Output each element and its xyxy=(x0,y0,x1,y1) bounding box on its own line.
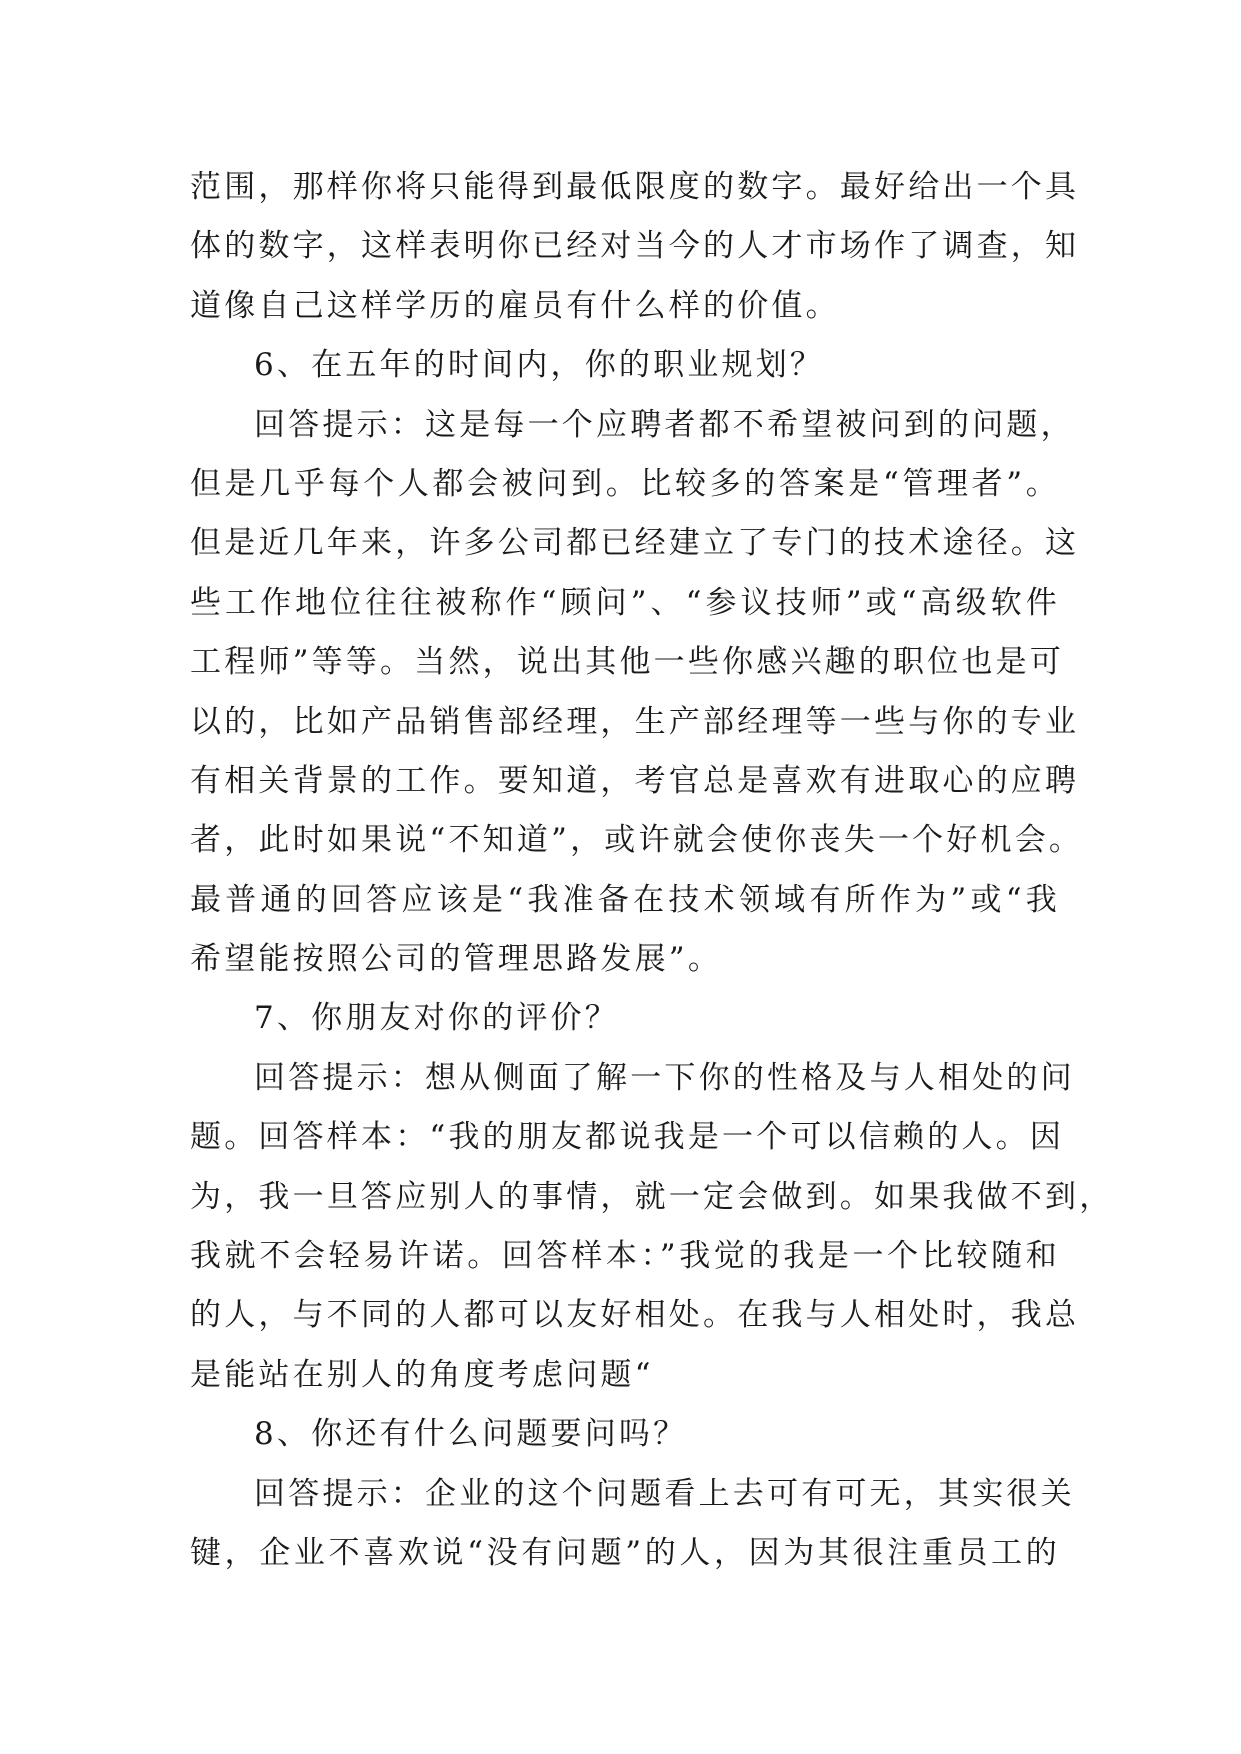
text-line: 范围，那样你将只能得到最低限度的数字。最好给出一个具 xyxy=(190,169,1080,205)
text-line: 以的，比如产品销售部经理，生产部经理等一些与你的专业 xyxy=(190,703,1080,740)
text-line: 我就不会轻易许诺。回答样本：”我觉的我是一个比较随和 xyxy=(190,1238,1060,1275)
text-line: 者，此时如果说“不知道”，或许就会使你丧失一个好机会。 xyxy=(190,822,1084,859)
text-line: 回答提示：这是每一个应聘者都不希望被问到的问题， xyxy=(254,406,1075,443)
text-line: 希望能按照公司的管理思路发展”。 xyxy=(190,941,723,978)
text-line: 有相关背景的工作。要知道，考官总是喜欢有进取心的应聘 xyxy=(190,762,1080,799)
text-line: 7、你朋友对你的评价？ xyxy=(254,1000,619,1037)
text-line: 体的数字，这样表明你已经对当今的人才市场作了调查，知 xyxy=(190,228,1080,265)
document-body xyxy=(190,158,1114,1583)
text-line: 回答提示：想从侧面了解一下你的性格及与人相处的问 xyxy=(254,1059,1075,1096)
text-line: 道像自己这样学历的雇员有什么样的价值。 xyxy=(190,287,840,324)
text-line: 题。回答样本：“我的朋友都说我是一个可以信赖的人。因 xyxy=(190,1119,1065,1156)
text-line: 些工作地位往往被称作“顾问”、“参议技师”或“高级软件 xyxy=(190,584,1060,621)
text-line: 键，企业不喜欢说“没有问题”的人，因为其很注重员工的 xyxy=(190,1534,1060,1571)
text-line: 6、在五年的时间内，你的职业规划？ xyxy=(254,347,825,384)
text-line: 但是近几年来，许多公司都已经建立了专门的技术途径。这 xyxy=(190,525,1080,562)
text-line: 8、你还有什么问题要问吗？ xyxy=(254,1416,688,1453)
text-line: 工程师”等等。当然，说出其他一些你感兴趣的职位也是可 xyxy=(190,644,1065,681)
text-line: 回答提示：企业的这个问题看上去可有可无，其实很关 xyxy=(254,1475,1075,1512)
text-line: 是能站在别人的角度考虑问题“ xyxy=(190,1356,654,1393)
text-line: 但是几乎每个人都会被问到。比较多的答案是“管理者”。 xyxy=(190,465,1060,502)
text-line: 最普通的回答应该是“我准备在技术领域有所作为”或“我 xyxy=(190,881,1060,918)
text-line: 的人，与不同的人都可以友好相处。在我与人相处时，我总 xyxy=(190,1297,1080,1334)
text-line: 为，我一旦答应别人的事情，就一定会做到。如果我做不到， xyxy=(190,1178,1114,1215)
